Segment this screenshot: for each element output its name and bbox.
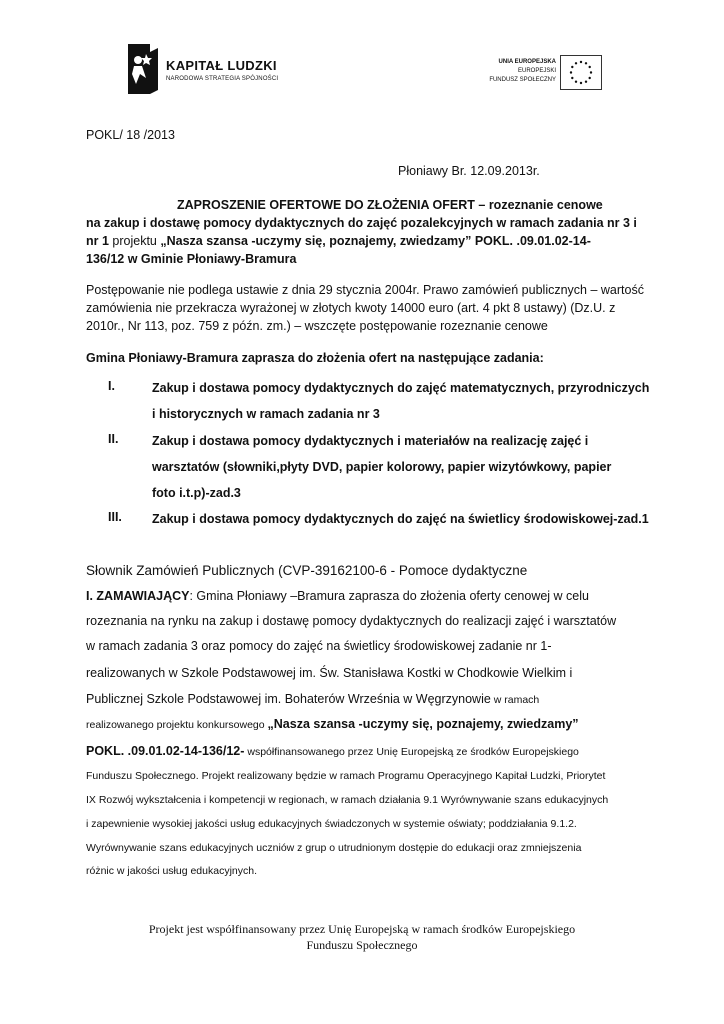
section1-line12: różnic w jakości usług edukacyjnych.: [86, 865, 257, 877]
footer-line2: Funduszu Społecznego: [306, 938, 418, 952]
title-line1: ZAPROSZENIE OFERTOWE DO ZŁOŻENIA OFERT – rozeznanie cenowe: [177, 198, 603, 212]
title-line3-nr: nr 1: [86, 234, 109, 248]
section1-line7: [86, 742, 579, 761]
cpv-line: Słownik Zamówień Publicznych (CVP-39162100-6 - Pomoce dydaktyczne: [86, 563, 528, 578]
eu-line1: UNIA EUROPEJSKA: [498, 59, 556, 65]
section1-label: I. ZAMAWIAJĄCY: [86, 589, 190, 603]
task-2-line2: warsztatów (słowniki,płyty DVD, papier kolorowy, papier wizytówkowy, papier: [152, 460, 612, 474]
task-2-line1: Zakup i dostawa pomocy dydaktycznych i materiałów na realizację zajęć i: [152, 434, 589, 448]
eu-flag-icon: [560, 55, 602, 90]
section1-line8: Funduszu Społecznego. Projekt realizowany będzie w ramach Programu Operacyjnego Kapitał Ludzki, Priorytet: [86, 770, 606, 782]
logo-title: KAPITAŁ LUDZKI: [166, 58, 277, 73]
kapital-ludzki-emblem-icon: [128, 44, 158, 94]
section1-line9: IX Rozwój wykształcenia i kompetencji w regionach, w ramach działania 9.1 Wyrównywanie szans edukacyjnych: [86, 794, 609, 806]
section1-cofinanced: współfinansowanego przez Unię Europejską ze środków Europejskiego: [244, 746, 579, 758]
eu-line2: EUROPEJSKI: [517, 68, 556, 74]
section1-line1: [86, 587, 589, 605]
title-line3-project: „Nasza szansa -uczymy się, poznajemy, zwiedzamy” POKL. .09.01.02-14-: [160, 234, 591, 248]
intro-line2: zamówienia nie przekracza wyrażonej w złotych kwoty 14000 euro (art. 4 pkt 8 ustawy) (Dz.U. z: [86, 301, 616, 315]
task-num-3: III.: [108, 510, 122, 524]
eu-logo: [462, 55, 602, 89]
title-line4: 136/12 w Gminie Płoniawy-Bramura: [86, 252, 297, 266]
section1-project-code: POKL. .09.01.02-14-136/12-: [86, 744, 245, 758]
section1-line6: [86, 715, 579, 734]
section1-line5: [86, 690, 539, 709]
intro-line1: Postępowanie nie podlega ustawie z dnia 29 stycznia 2004r. Prawo zamówień publicznych – wartość: [86, 283, 644, 297]
logo-subtitle: NARODOWA STRATEGIA SPÓJNOŚCI: [166, 76, 279, 82]
task-1-line1: Zakup i dostawa pomocy dydaktycznych do zajęć matematycznych, przyrodniczych: [152, 381, 650, 395]
task-3-line1: Zakup i dostawa pomocy dydaktycznych do zajęć na świetlicy środowiskowej-zad.1: [152, 512, 649, 526]
footer-line1: Projekt jest współfinansowany przez Unię Europejską w ramach środków Europejskiego: [148, 922, 576, 936]
intro-line3: 2010r., Nr 113, poz. 759 z późn. zm.) – wszczęte postępowanie rozeznanie cenowe: [86, 319, 548, 333]
section1-line4: realizowanych w Szkole Podstawowej im. Św. Stanisława Kostki w Chodkowie Wielkim i: [86, 666, 573, 680]
task-2-line3: foto i.t.p)-zad.3: [152, 486, 241, 500]
section1-line11: Wyrównywanie szans edukacyjnych uczniów z grup o utrudnionym dostępie do edukacji oraz zmniejszenia: [86, 842, 582, 854]
section1-text1: : Gmina Płoniawy –Bramura zaprasza do złożenia oferty cenowej w celu: [189, 589, 589, 603]
reference-number: POKL/ 18 /2013: [86, 128, 175, 142]
section1-line10: i zapewnienie wysokiej jakości usług edukacyjnych świadczonych w systemie oświaty; poddziałania 9.1.2.: [86, 818, 577, 830]
section1-line3: w ramach zadania 3 oraz pomocy do zajęć na świetlicy środowiskowej zadanie nr 1-: [86, 639, 552, 653]
section1-school: Publicznej Szkole Podstawowej im. Bohaterów Września w Węgrzynowie: [86, 692, 491, 706]
task-num-1: I.: [108, 379, 115, 393]
eu-line3: FUNDUSZ SPOŁECZNY: [489, 77, 556, 83]
section1-project-name: „Nasza szansa -uczymy się, poznajemy, zwiedzamy”: [267, 717, 579, 731]
section1-realizowanego: realizowanego projektu konkursowego: [86, 719, 268, 731]
title-line2: na zakup i dostawę pomocy dydaktycznych do zajęć pozalekcyjnych w ramach zadania nr 3 i: [86, 216, 637, 230]
section1-wramach: w ramach: [490, 694, 540, 706]
title-line3-projektu: projektu: [108, 234, 161, 248]
place-date: Płoniawy Br. 12.09.2013r.: [398, 164, 540, 178]
invite-line: Gmina Płoniawy-Bramura zaprasza do złożenia ofert na następujące zadania:: [86, 351, 544, 365]
section1-line2: rozeznania na rynku na zakup i dostawę pomocy dydaktycznych do realizacji zajęć i warsztatów: [86, 614, 617, 628]
eu-logo-text: [489, 58, 556, 85]
title-line3: [86, 232, 591, 250]
task-1-line2: i historycznych w ramach zadania nr 3: [152, 407, 380, 421]
task-num-2: II.: [108, 432, 119, 446]
kapital-ludzki-logo: [128, 44, 318, 94]
